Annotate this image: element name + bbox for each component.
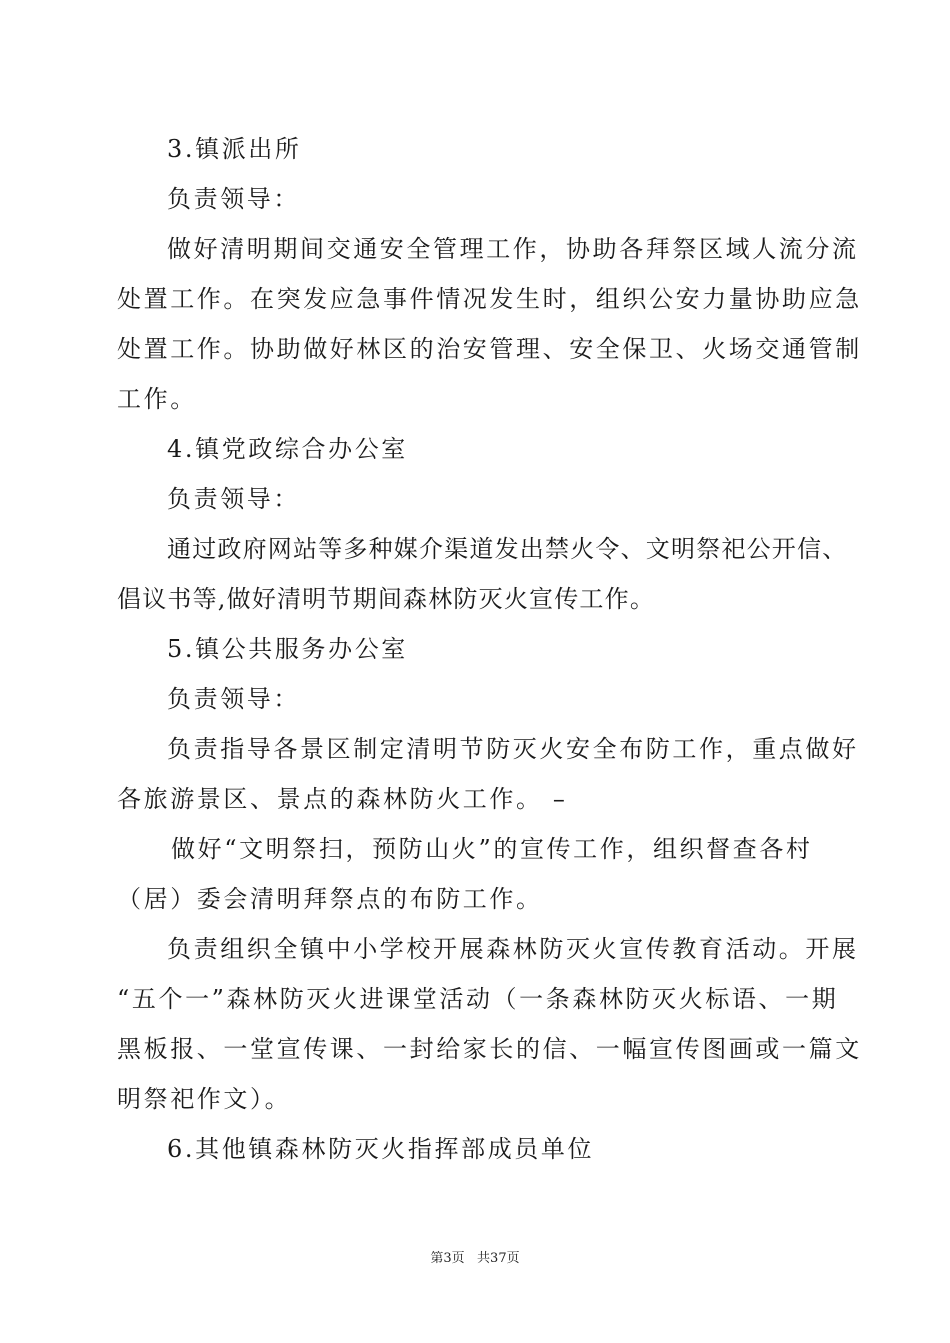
- paragraph-line: （居）委会清明拜祭点的布防工作。: [117, 885, 543, 913]
- paragraph-line: “五个一”森林防灭火进课堂活动（一条森林防灭火标语、一期: [117, 985, 839, 1013]
- page-number: 第3页 共37页: [430, 1251, 520, 1266]
- paragraph-line: 处置工作。协助做好林区的治安管理、安全保卫、火场交通管制: [117, 335, 862, 363]
- responsible-leader-label: 负责领导：: [167, 485, 300, 513]
- paragraph-line: 做好清明期间交通安全管理工作，协助各拜祭区域人流分流: [167, 235, 859, 263]
- responsible-leader-label: 负责领导：: [167, 685, 300, 713]
- paragraph-line: 处置工作。在突发应急事件情况发生时，组织公安力量协助应急: [117, 285, 862, 313]
- responsible-leader-label: 负责领导：: [167, 185, 300, 213]
- document-body: [117, 124, 862, 1174]
- paragraph-line: 各旅游景区、景点的森林防火工作。 –: [117, 785, 568, 813]
- paragraph-line: 做好“文明祭扫，预防山火”的宣传工作，组织督查各村: [171, 835, 813, 863]
- paragraph-line: 通过政府网站等多种媒介渠道发出禁火令、文明祭祀公开信、: [167, 535, 848, 563]
- page-footer: [0, 1247, 950, 1266]
- section-heading-public-service-office: 5.镇公共服务办公室: [167, 635, 408, 663]
- paragraph-line: 工作。: [117, 385, 197, 413]
- section-heading-police-station: 3.镇派出所: [167, 135, 302, 163]
- paragraph-line: 黑板报、一堂宣传课、一封给家长的信、一幅宣传图画或一篇文: [117, 1035, 862, 1063]
- section-heading-other-members: 6.其他镇森林防灭火指挥部成员单位: [167, 1135, 595, 1163]
- paragraph-line: 明祭祀作文）。: [117, 1085, 292, 1113]
- paragraph-line: 负责组织全镇中小学校开展森林防灭火宣传教育活动。开展: [167, 935, 859, 963]
- section-heading-general-office: 4.镇党政综合办公室: [167, 435, 408, 463]
- paragraph-line: 倡议书等,做好清明节期间森林防灭火宣传工作。: [117, 585, 656, 613]
- paragraph-line: 负责指导各景区制定清明节防灭火安全布防工作，重点做好: [167, 735, 859, 763]
